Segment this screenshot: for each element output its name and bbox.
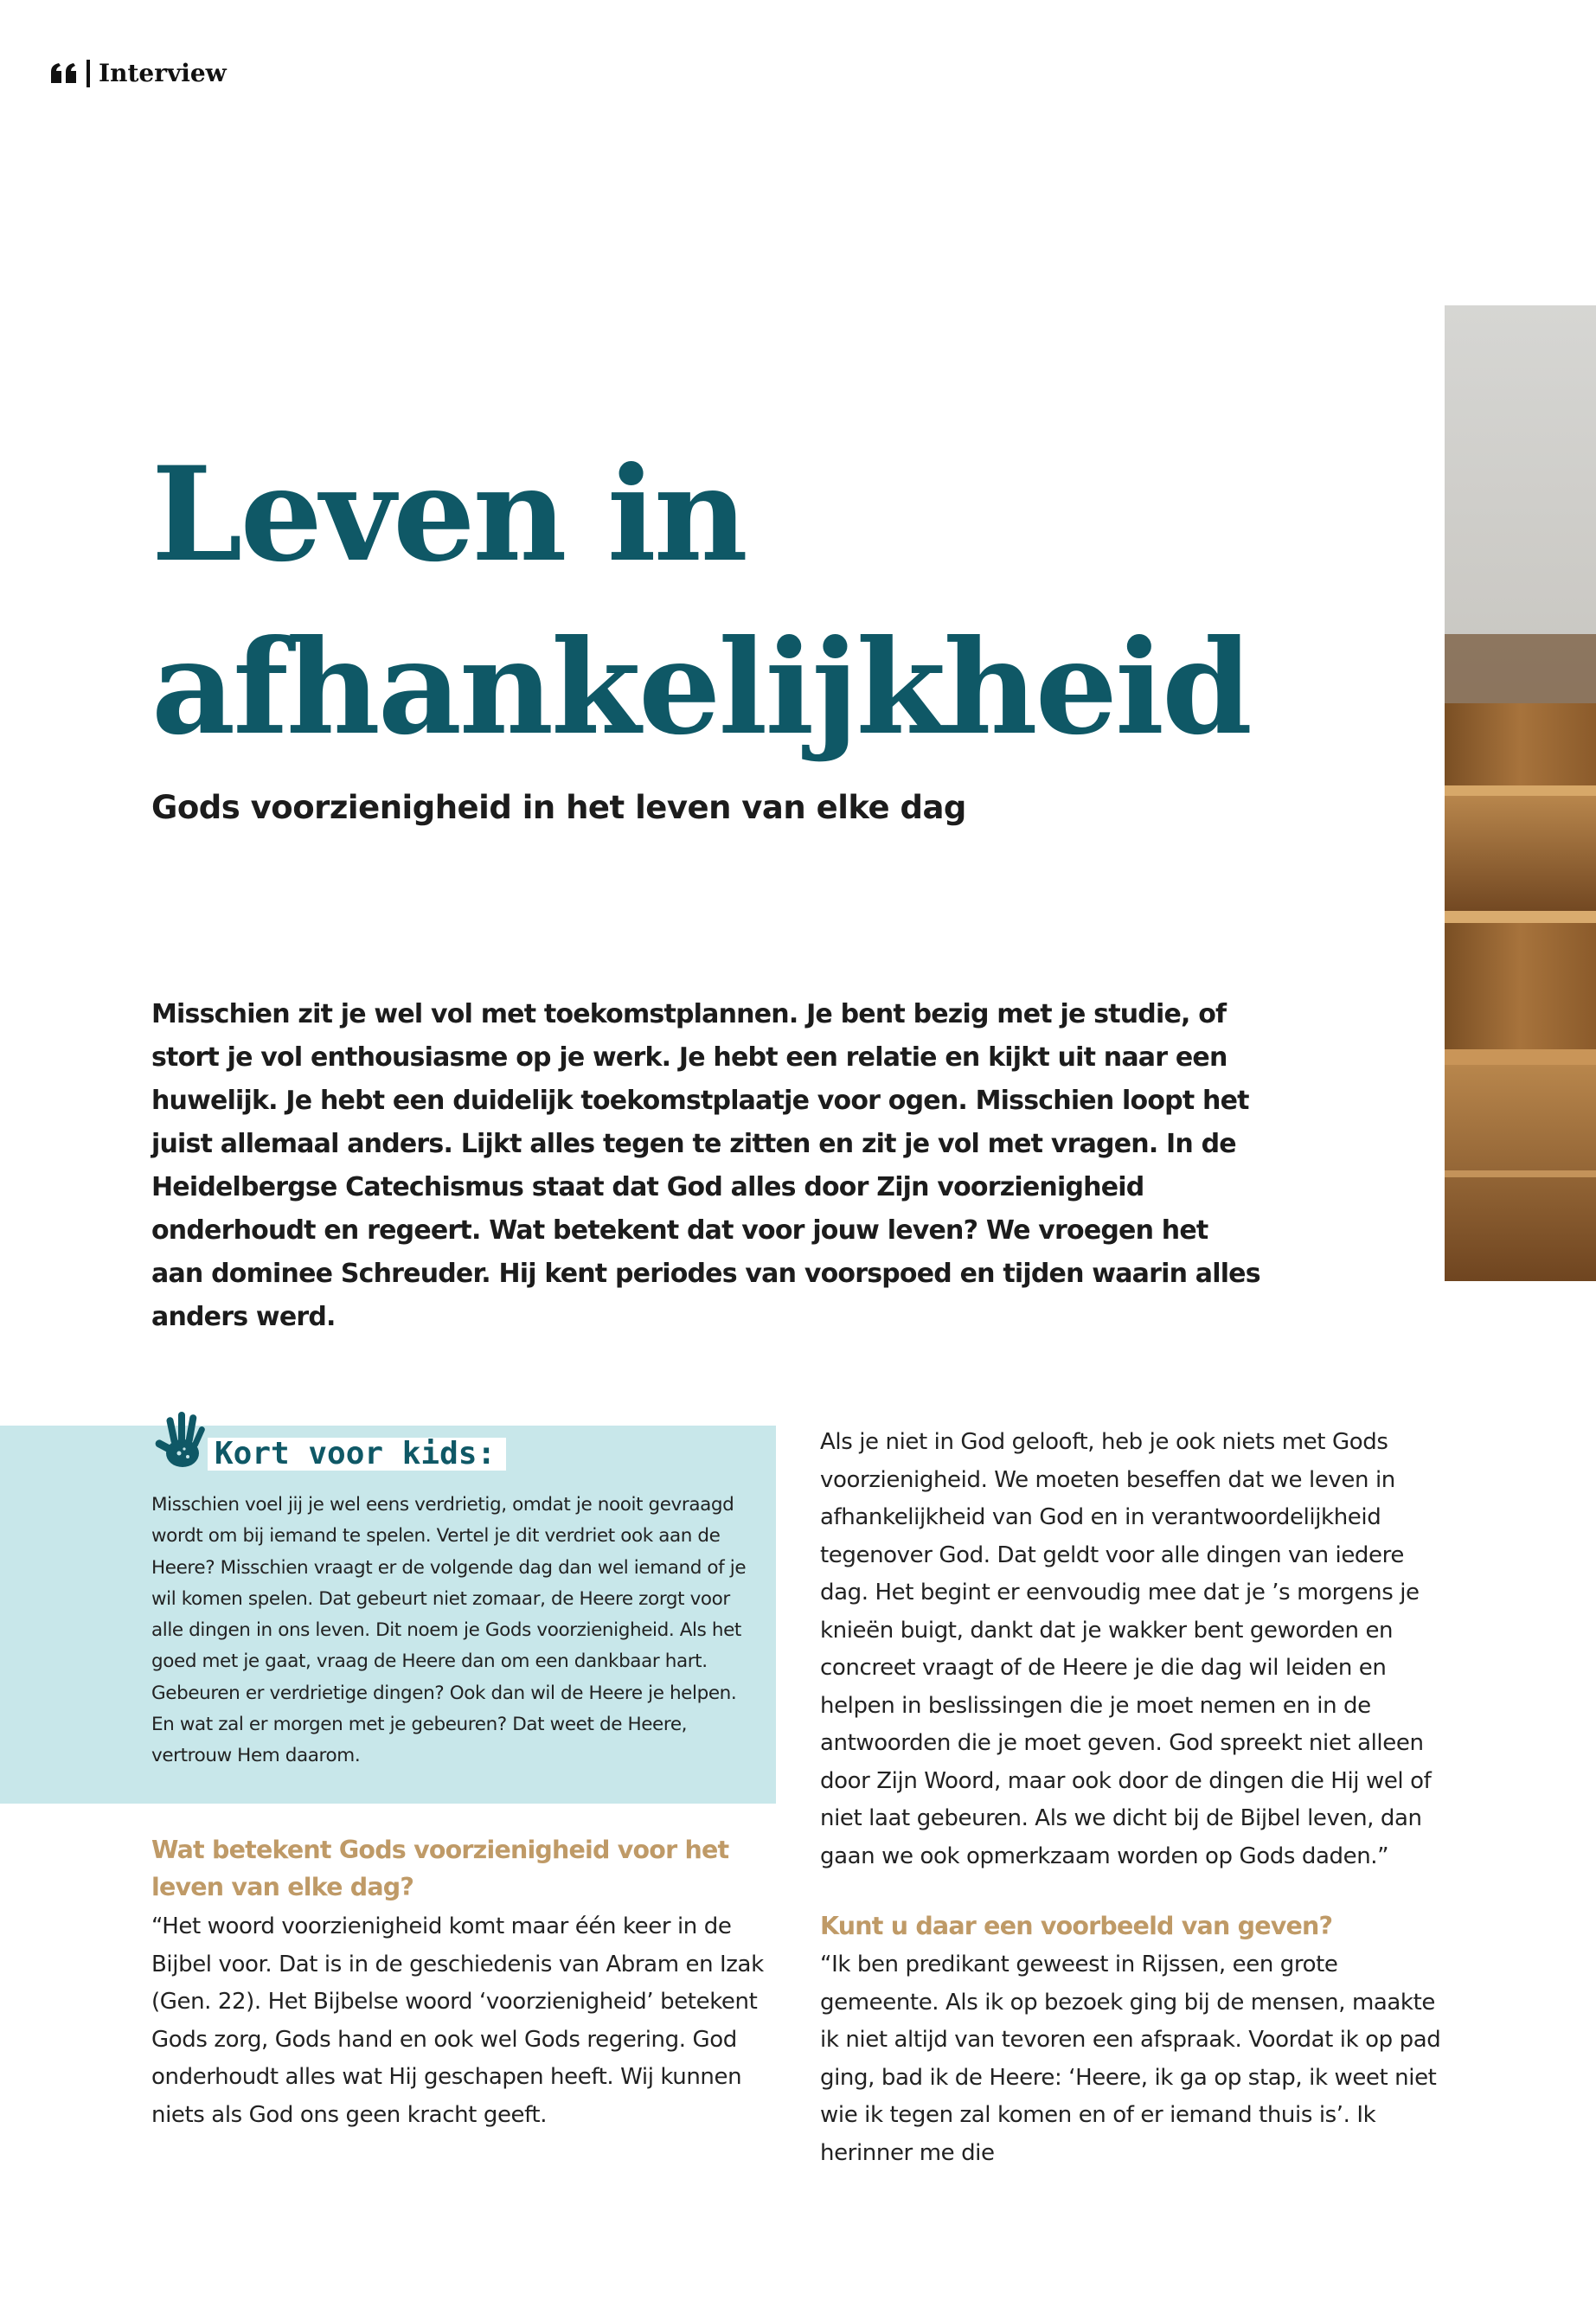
title-line-1: Leven in <box>151 439 746 591</box>
answer-text-1: “Het woord voorzienigheid komt maar één keer in de Bijbel voor. Dat is in de geschiedenis van Abram en Izak (Gen. 22). Het Bijbelse woord ‘voorzienigheid’ betekent Gods zorg, Gods hand en ook wel Gods regering. God onderhoudt alles wat Hij geschapen heeft. Wij kunnen niets als God ons geen kracht geeft. <box>151 1913 764 2128</box>
double-quote-icon <box>50 62 78 85</box>
answer-text-continued: Als je niet in God gelooft, heb je ook niets met Gods voorzienigheid. We moeten beseffen dat we leven in afhankelijkheid van God en in verantwoordelijkheid tegenover God. Dat geldt voor alle dingen van iedere dag. Het begint er eenvoudig mee dat je ’s morgens je knieën buigt, dankt dat je wakker bent geworden en concreet vraagt of de Heere je die dag wil leiden en helpen in beslissingen die je moet nemen en in de antwoorden die je moet geven. God spreekt niet alleen door Zijn Woord, maar ook door de dingen die Hij wel of niet laat gebeuren. Als we dicht bij de Bijbel leven, dan gaan we ook opmerkzaam worden op Gods daden.” <box>820 1429 1432 1869</box>
kids-heading <box>151 1408 506 1477</box>
header-divider <box>87 60 90 87</box>
section-header <box>50 59 227 87</box>
page-title <box>151 428 1276 774</box>
question-heading-2: Kunt u daar een voorbeeld van geven? <box>820 1912 1333 1940</box>
intro-paragraph: Misschien zit je wel vol met toekomstplannen. Je bent bezig met je studie, of stort je vol enthousiasme op je werk. Je hebt een relatie en kijkt uit naar een huwelijk. Je hebt een duidelijk toekomstplaatje voor ogen. Misschien loopt het juist allemaal anders. Lijkt alles tegen te zitten en zit je vol met vragen. In de Heidelbergse Catechismus staat dat God alles door Zijn voorzienigheid onderhoudt en regeert. Wat betekent dat voor jouw leven? We vroegen het aan dominee Schreuder. Hij kent periodes van voorspoed en tijden waarin alles anders werd. <box>151 999 1260 1332</box>
section-label: Interview <box>99 59 227 87</box>
question-heading-1: Wat betekent Gods voorzienigheid voor het leven van elke dag? <box>151 1836 729 1901</box>
subtitle: Gods voorzienigheid in het leven van elke dag <box>151 789 966 826</box>
answer-text-2: “Ik ben predikant geweest in Rijssen, een grote gemeente. Als ik op bezoek ging bij de mensen, maakte ik niet altijd van tevoren een afspraak. Voordat ik op pad ging, bad ik de Heere: ‘Heere, ik ga op stap, ik weet niet wie ik tegen zal komen en of er iemand thuis is’. Ik herinner me die <box>820 1952 1441 2166</box>
hand-icon <box>151 1408 216 1477</box>
kids-box-title: Kort voor kids: <box>208 1438 506 1471</box>
church-pews-photo <box>1445 305 1596 1281</box>
kids-box-text: Misschien voel jij je wel eens verdrietig, omdat je nooit gevraagd wordt om bij iemand te spelen. Vertel je dit verdriet ook aan de Heere? Misschien vraagt er de volgende dag dan wel iemand of je wil komen spelen. Dat gebeurt niet zomaar, de Heere zorgt voor alle dingen in ons leven. Dit noem je Gods voorzienigheid. Als het goed met je gaat, vraag de Heere dan om een dankbaar hart. Gebeuren er verdrietige dingen? Ook dan wil de Heere je helpen. En wat zal er morgen met je gebeuren? Dat weet de Heere, vertrouw Hem daarom. <box>151 1494 747 1767</box>
photo-illustration <box>1445 305 1596 1281</box>
title-line-2: afhankelijkheid <box>151 612 1250 764</box>
